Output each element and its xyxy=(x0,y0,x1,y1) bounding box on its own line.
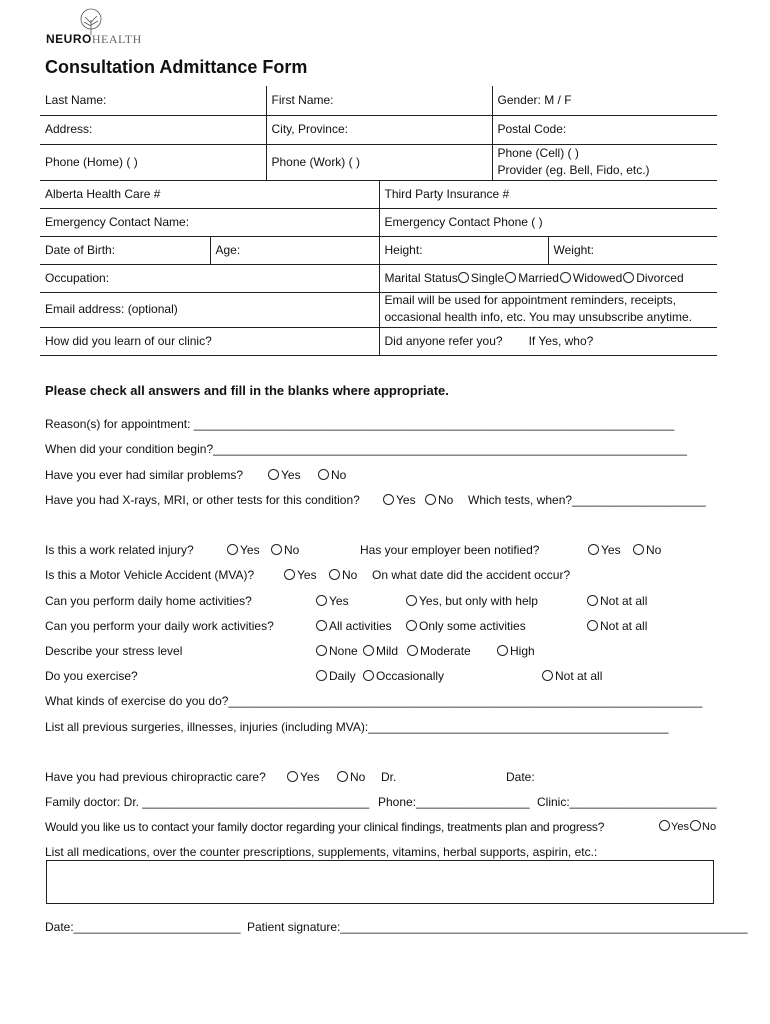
radio-icon xyxy=(284,569,295,580)
radio-icon xyxy=(542,670,553,681)
insurance-field[interactable]: Third Party Insurance # xyxy=(379,180,717,208)
begin-question[interactable]: When did your condition begin?_______________________________________________________________________ xyxy=(45,442,687,456)
home-yes-option[interactable] xyxy=(313,594,349,608)
employer-no-option[interactable] xyxy=(630,543,661,557)
option-label: Mild xyxy=(376,644,399,658)
date-field[interactable]: Date:_________________________ xyxy=(45,920,241,934)
home-activities-question: Can you perform daily home activities? xyxy=(45,594,252,608)
work-some-option[interactable] xyxy=(403,619,526,633)
option-label: High xyxy=(510,644,535,658)
work-injury-yes-option[interactable] xyxy=(224,543,260,557)
chiro-question: Have you had previous chiropractic care? xyxy=(45,770,266,784)
option-label: Moderate xyxy=(420,644,471,658)
option-label: Yes xyxy=(297,568,317,582)
info-row-emergency xyxy=(40,208,717,237)
radio-icon xyxy=(363,670,374,681)
similar-yes-option[interactable] xyxy=(265,468,301,482)
stress-none-option[interactable] xyxy=(313,644,358,658)
medications-question: List all medications, over the counter prescriptions, supplements, vitamins, herbal supports, aspirin, etc.: xyxy=(45,845,598,859)
option-label: Only some activities xyxy=(419,619,526,633)
home-yes-help-option[interactable] xyxy=(403,594,538,608)
married-radio[interactable] xyxy=(505,272,516,283)
radio-icon xyxy=(407,645,418,656)
radio-icon xyxy=(588,544,599,555)
home-phone-field[interactable]: Phone (Home) ( ) xyxy=(40,144,266,180)
option-label: Yes xyxy=(240,543,260,557)
option-label: Not at all xyxy=(555,669,603,683)
stress-moderate-option[interactable] xyxy=(404,644,471,658)
chiro-no-option[interactable] xyxy=(334,770,365,784)
option-label: No xyxy=(342,568,358,582)
instructions-heading: Please check all answers and fill in the blanks where appropriate. xyxy=(45,383,449,398)
health-care-field[interactable]: Alberta Health Care # xyxy=(40,180,379,208)
cell-phone-label: Phone (Cell) ( ) xyxy=(497,145,579,160)
single-radio[interactable] xyxy=(458,272,469,283)
work-all-option[interactable] xyxy=(313,619,392,633)
radio-icon xyxy=(633,544,644,555)
referral-field[interactable] xyxy=(379,327,717,355)
info-row-address xyxy=(40,115,717,145)
married-label: Married xyxy=(518,270,559,285)
option-label: No xyxy=(284,543,300,557)
provider-label: Provider (eg. Bell, Fido, etc.) xyxy=(497,162,650,177)
gender-field[interactable]: Gender: M / F xyxy=(492,86,717,115)
option-label: All activities xyxy=(329,619,392,633)
address-field[interactable]: Address: xyxy=(40,115,266,144)
signature-field[interactable]: Patient signature:_____________________________________________________________ xyxy=(247,920,748,934)
which-tests-field[interactable]: Which tests, when?____________________ xyxy=(468,493,706,507)
tests-question: Have you had X-rays, MRI, or other tests for this condition? xyxy=(45,493,360,507)
cell-phone-field[interactable] xyxy=(492,144,717,180)
first-name-field[interactable]: First Name: xyxy=(266,86,492,115)
option-label: No xyxy=(350,770,366,784)
last-name-field[interactable]: Last Name: xyxy=(40,86,266,115)
referral-label: Did anyone refer you? xyxy=(384,333,503,348)
chiro-yes-option[interactable] xyxy=(284,770,320,784)
radio-icon xyxy=(227,544,238,555)
chiro-dr-field[interactable]: Dr. xyxy=(381,770,397,784)
surgeries-question[interactable]: List all previous surgeries, illnesses, injuries (including MVA):_____________________________________________ xyxy=(45,720,669,734)
logo-light-text: HEALTH xyxy=(91,32,142,46)
chiro-date-field[interactable]: Date: xyxy=(506,770,535,784)
email-field[interactable]: Email address: (optional) xyxy=(40,292,379,327)
exercise-not-at-all-option[interactable] xyxy=(539,669,602,683)
radio-icon xyxy=(497,645,508,656)
info-row-name xyxy=(40,86,717,116)
medications-textarea[interactable] xyxy=(46,860,714,904)
exercise-question: Do you exercise? xyxy=(45,669,138,683)
widowed-label: Widowed xyxy=(572,270,623,285)
city-field[interactable]: City, Province: xyxy=(266,115,492,144)
radio-icon xyxy=(337,771,348,782)
work-phone-field[interactable]: Phone (Work) ( ) xyxy=(266,144,492,180)
info-row-email xyxy=(40,292,717,328)
radio-icon xyxy=(268,469,279,480)
referral-who-label: If Yes, who? xyxy=(528,333,594,348)
info-row-insurance xyxy=(40,180,717,209)
marital-status-group xyxy=(379,264,717,292)
option-label: None xyxy=(329,644,358,658)
option-label: Yes xyxy=(329,594,349,608)
email-note: Email will be used for appointment reminders, receipts, occasional health info, etc. You may unsubscribe anytime. xyxy=(379,292,717,327)
option-label: Not at all xyxy=(600,619,648,633)
option-label: Yes xyxy=(300,770,320,784)
option-label: Occasionally xyxy=(376,669,445,683)
radio-icon xyxy=(318,469,329,480)
similar-question: Have you ever had similar problems? xyxy=(45,468,244,482)
emergency-phone-field[interactable]: Emergency Contact Phone ( ) xyxy=(379,208,717,236)
employer-question: Has your employer been notified? xyxy=(360,543,540,557)
exercise-kinds-question[interactable]: What kinds of exercise do you do?_______________________________________________________________________ xyxy=(45,694,703,708)
similar-no-option[interactable] xyxy=(315,468,346,482)
radio-icon xyxy=(316,670,327,681)
contact-doctor-question: Would you like us to contact your family doctor regarding your clinical findings, treatments plan and progress? xyxy=(45,820,605,834)
divorced-radio[interactable] xyxy=(623,272,634,283)
reason-question[interactable]: Reason(s) for appointment: ________________________________________________________________________ xyxy=(45,417,675,431)
work-injury-no-option[interactable] xyxy=(268,543,299,557)
radio-icon xyxy=(690,820,701,831)
clinic-logo xyxy=(46,8,146,48)
radio-icon xyxy=(425,494,436,505)
mva-date-question[interactable]: On what date did the accident occur? xyxy=(372,568,571,582)
option-label: Yes xyxy=(396,493,416,507)
option-label: Daily xyxy=(329,669,356,683)
age-field[interactable]: Age: xyxy=(210,236,379,264)
employer-yes-option[interactable] xyxy=(585,543,621,557)
info-row-dob xyxy=(40,236,717,265)
option-label: Yes xyxy=(281,468,301,482)
widowed-radio[interactable] xyxy=(560,272,571,283)
info-row-referral xyxy=(40,327,717,356)
logo-bold-text: NEURO xyxy=(46,32,92,46)
radio-icon xyxy=(406,620,417,631)
option-label: Yes, but only with help xyxy=(419,594,538,608)
dob-field[interactable]: Date of Birth: xyxy=(40,236,210,264)
radio-icon xyxy=(329,569,340,580)
weight-field[interactable]: Weight: xyxy=(548,236,717,264)
radio-icon xyxy=(383,494,394,505)
option-label: No xyxy=(331,468,347,482)
info-row-occupation xyxy=(40,264,717,293)
option-label: No xyxy=(702,821,717,833)
occupation-field[interactable]: Occupation: xyxy=(40,264,379,292)
radio-icon xyxy=(271,544,282,555)
radio-icon xyxy=(587,595,598,606)
radio-icon xyxy=(287,771,298,782)
option-label: No xyxy=(646,543,662,557)
work-not-at-all-option[interactable] xyxy=(584,619,647,633)
family-phone-field[interactable]: Phone:_________________ xyxy=(378,795,530,809)
emergency-name-field[interactable]: Emergency Contact Name: xyxy=(40,208,379,236)
mva-question: Is this a Motor Vehicle Accident (MVA)? xyxy=(45,568,255,582)
height-field[interactable]: Height: xyxy=(379,236,548,264)
exercise-occasionally-option[interactable] xyxy=(360,669,444,683)
option-label: Yes xyxy=(671,821,689,833)
tests-no-option[interactable] xyxy=(422,493,453,507)
radio-icon xyxy=(316,620,327,631)
exercise-daily-option[interactable] xyxy=(313,669,356,683)
info-row-phone xyxy=(40,144,717,181)
family-clinic-field[interactable]: Clinic:______________________ xyxy=(537,795,717,809)
learn-clinic-field[interactable]: How did you learn of our clinic? xyxy=(40,327,379,355)
work-injury-question: Is this a work related injury? xyxy=(45,543,194,557)
mva-yes-option[interactable] xyxy=(281,568,317,582)
single-label: Single xyxy=(470,270,505,285)
contact-no-option[interactable] xyxy=(690,820,716,833)
marital-status-label: Marital Status xyxy=(384,270,458,285)
option-label: Yes xyxy=(601,543,621,557)
postal-code-field[interactable]: Postal Code: xyxy=(492,115,717,144)
stress-question: Describe your stress level xyxy=(45,644,183,658)
stress-mild-option[interactable] xyxy=(360,644,398,658)
radio-icon xyxy=(316,645,327,656)
radio-icon xyxy=(587,620,598,631)
radio-icon xyxy=(316,595,327,606)
radio-icon xyxy=(363,645,374,656)
work-activities-question: Can you perform your daily work activities? xyxy=(45,619,274,633)
contact-yes-option[interactable] xyxy=(659,820,689,833)
page-title: Consultation Admittance Form xyxy=(45,57,308,77)
family-doctor-field[interactable]: Family doctor: Dr. __________________________________ xyxy=(45,795,370,809)
radio-icon xyxy=(659,820,670,831)
divorced-label: Divorced xyxy=(636,270,684,285)
tests-yes-option[interactable] xyxy=(380,493,416,507)
option-label: Not at all xyxy=(600,594,648,608)
mva-no-option[interactable] xyxy=(326,568,357,582)
option-label: No xyxy=(438,493,454,507)
stress-high-option[interactable] xyxy=(494,644,535,658)
radio-icon xyxy=(406,595,417,606)
home-not-at-all-option[interactable] xyxy=(584,594,647,608)
